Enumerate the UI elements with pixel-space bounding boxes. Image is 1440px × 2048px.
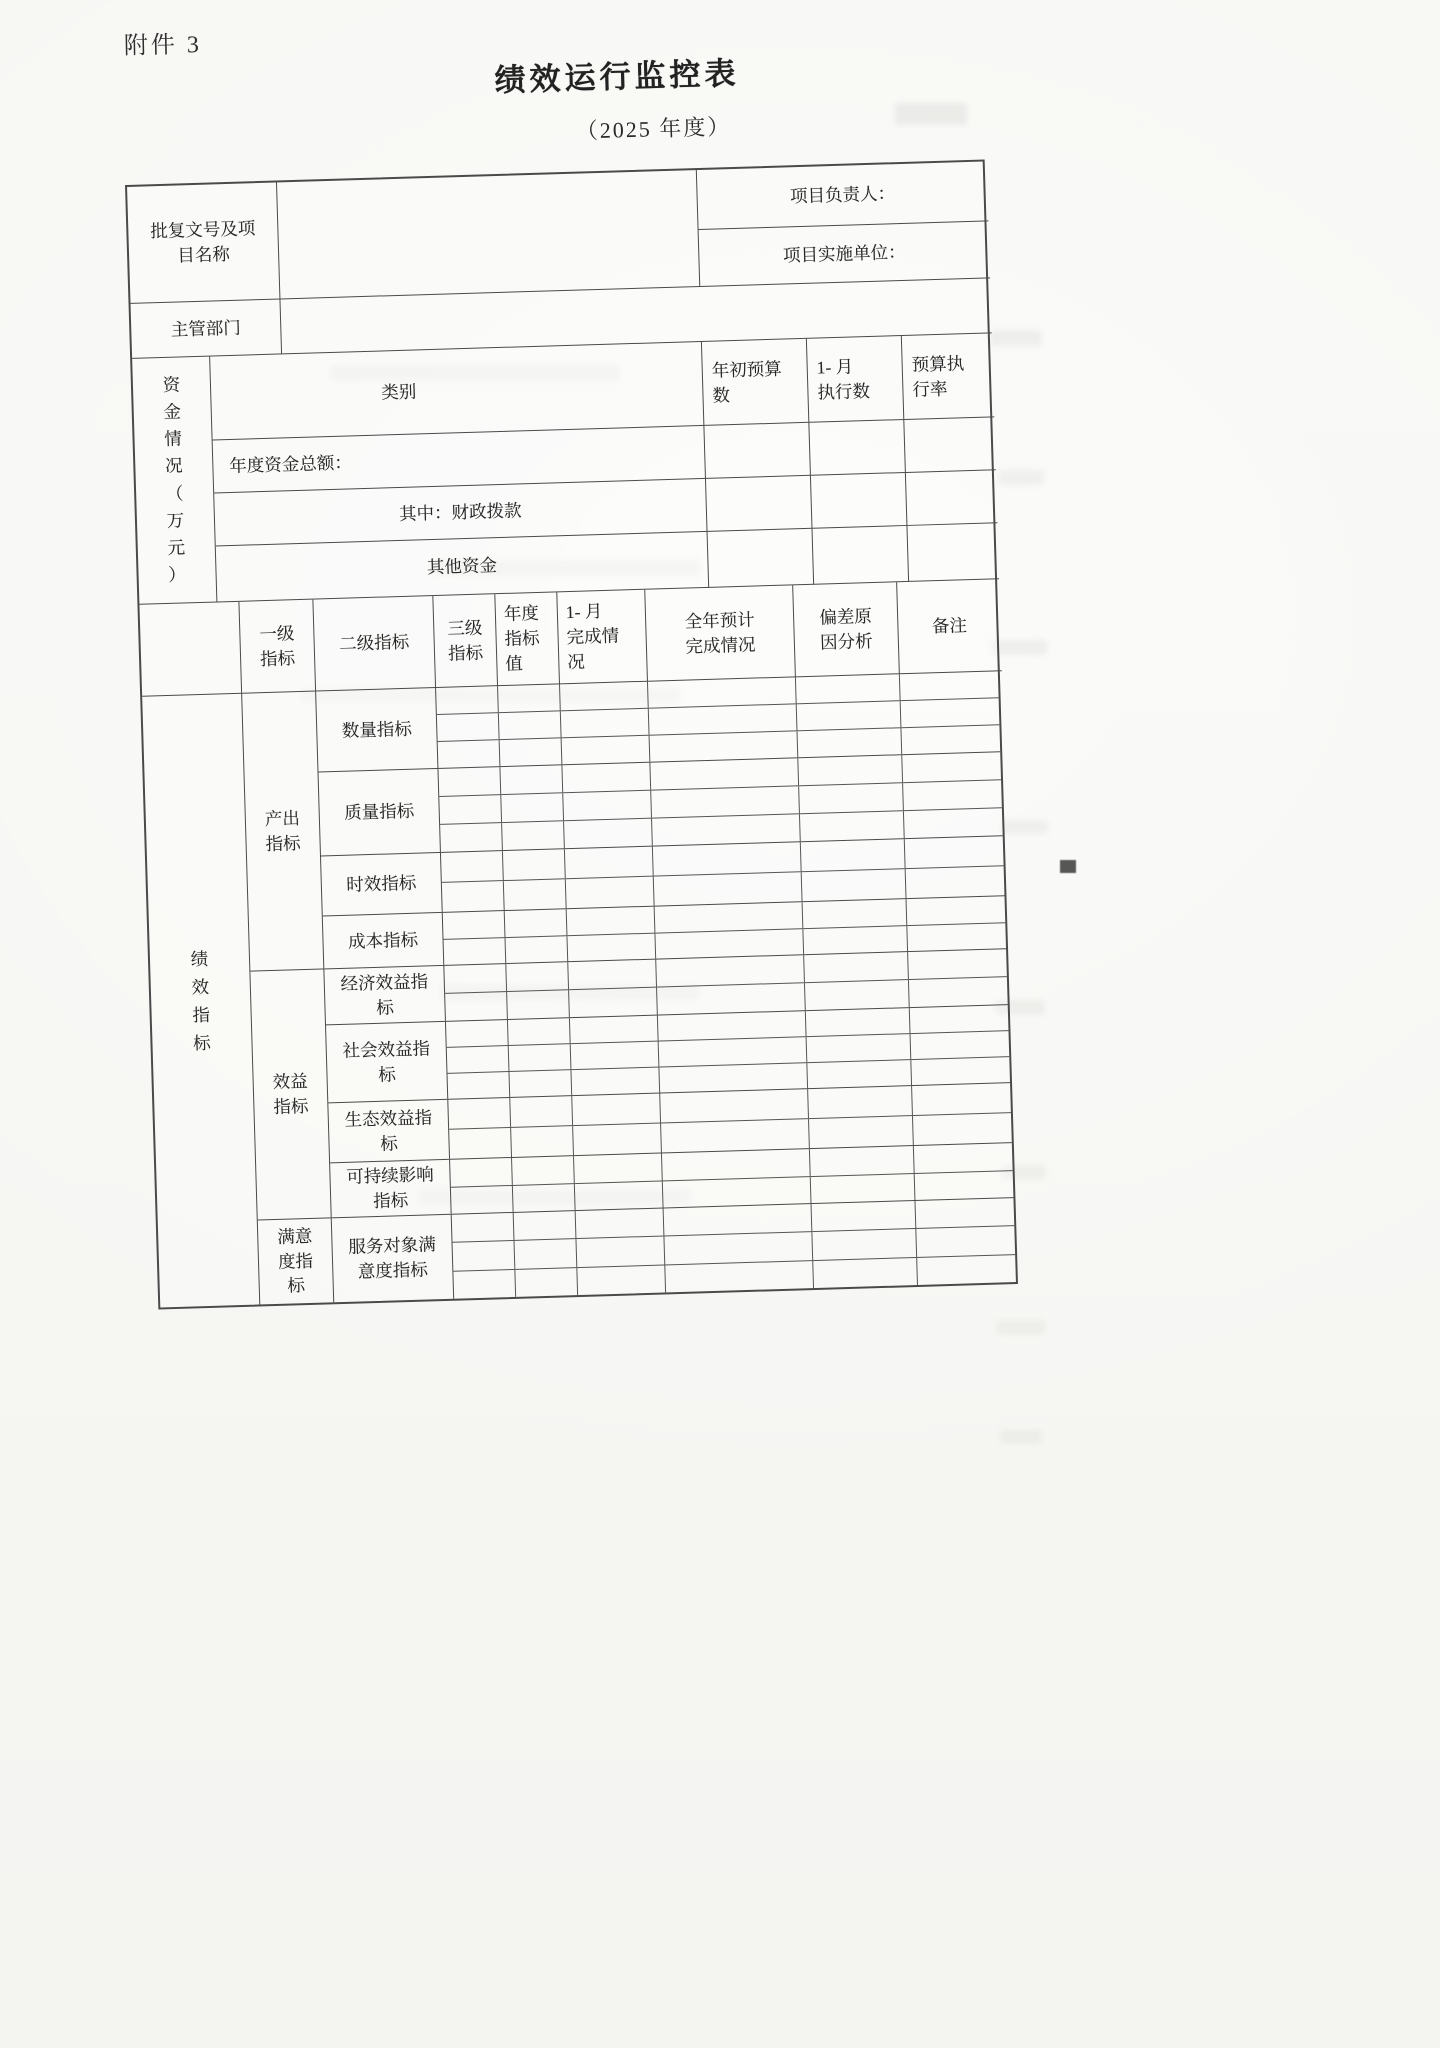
empty-cell [907, 896, 1006, 924]
empty-cell [515, 1239, 578, 1268]
empty-cell [444, 964, 507, 993]
empty-cell [804, 952, 909, 982]
empty-cell [515, 1268, 578, 1297]
level2-indicator-header: 二级指标 [313, 596, 436, 692]
fund-category-header-cell: 类别 [210, 342, 704, 441]
empty-cell [803, 899, 908, 928]
empty-cell [499, 711, 562, 739]
implementing-unit-label-cell: 项目实施单位： [699, 221, 991, 287]
empty-cell [438, 767, 501, 796]
indicator-body [142, 671, 1016, 1307]
empty-cell [503, 849, 566, 880]
empty-cell [446, 1020, 509, 1047]
empty-cell [571, 1042, 660, 1070]
empty-cell [904, 808, 1003, 838]
empty-cell [916, 1226, 1015, 1256]
empty-cell [655, 929, 804, 959]
category-label-cell: 成本指标 [323, 913, 444, 969]
empty-cell [577, 1265, 666, 1295]
empty-cell [444, 938, 507, 965]
category-label-cell: 生态效益指 标 [328, 1100, 450, 1163]
empty-cell [662, 1149, 811, 1180]
empty-cell [912, 1083, 1011, 1115]
info-section [127, 162, 988, 359]
empty-cell [572, 1094, 661, 1126]
empty-cell [575, 1181, 664, 1210]
empty-cell [514, 1211, 577, 1240]
empty-cell [658, 1011, 807, 1040]
empty-cell [449, 1128, 512, 1159]
empty-cell [448, 1072, 511, 1099]
empty-cell [445, 992, 508, 1021]
empty-cell [911, 1057, 1010, 1085]
empty-cell [562, 736, 651, 765]
empty-cell [567, 907, 656, 935]
approval-number-value-cell [277, 170, 700, 299]
category-label-cell: 社会效益指 标 [326, 1022, 448, 1103]
empty-cell [561, 709, 650, 738]
empty-cell [813, 1258, 918, 1288]
empty-cell [447, 1046, 510, 1073]
annual-forecast-header: 全年预计 完成情况 [645, 585, 796, 681]
empty-cell [576, 1208, 665, 1238]
benefit-indicator-group [250, 949, 1013, 1220]
empty-cell [443, 911, 506, 938]
group-label-cell: 产出 指标 [242, 692, 324, 971]
empty-cell [440, 823, 503, 852]
category-label-cell: 可持续影响 指标 [330, 1160, 452, 1218]
empty-cell [903, 780, 1002, 810]
empty-cell [910, 1005, 1009, 1033]
empty-cell [448, 1098, 511, 1129]
empty-cell [650, 758, 799, 789]
empty-cell [704, 423, 811, 479]
category-label-cell: 质量指标 [319, 769, 441, 856]
empty-cell [664, 1232, 813, 1264]
empty-cell [562, 763, 651, 793]
empty-cell [661, 1119, 810, 1152]
monitoring-form-table [125, 159, 1018, 1309]
empty-cell [811, 1174, 916, 1204]
empty-cell [798, 755, 903, 785]
empty-cell [805, 980, 910, 1010]
empty-cell [813, 526, 910, 585]
month-execution-header-cell: 1- 月 执行数 [807, 336, 904, 423]
empty-cell [660, 1089, 809, 1122]
empty-cell [902, 752, 1001, 782]
empty-cell [901, 725, 1000, 754]
empty-cell [809, 1116, 914, 1148]
empty-cell [502, 821, 565, 850]
empty-cell [663, 1177, 812, 1208]
empty-cell [911, 1031, 1010, 1059]
fund-section [132, 333, 995, 604]
empty-cell [509, 1044, 572, 1071]
output-indicator-group [242, 671, 1006, 971]
empty-cell [574, 1153, 663, 1182]
project-leader-label-cell: 项目负责人： [697, 161, 989, 230]
empty-cell [649, 704, 798, 734]
empty-cell [807, 1034, 912, 1062]
empty-cell [812, 1201, 917, 1231]
empty-cell [451, 1185, 514, 1213]
empty-cell [797, 701, 902, 730]
empty-cell [506, 962, 569, 991]
empty-cell [504, 879, 567, 910]
category-label-cell: 数量指标 [316, 688, 438, 772]
category-label-cell: 服务对象满 意度指标 [332, 1215, 454, 1303]
empty-cell [812, 1229, 917, 1259]
empty-cell [803, 926, 908, 955]
empty-cell [915, 1198, 1014, 1228]
empty-cell [802, 869, 907, 901]
empty-cell [512, 1156, 575, 1184]
initial-budget-header-cell: 年初预算 数 [702, 339, 809, 426]
empty-cell [505, 909, 568, 936]
empty-cell [564, 819, 653, 849]
remark-header: 备注 [897, 579, 1002, 674]
empty-cell [806, 1008, 911, 1036]
empty-cell [909, 977, 1008, 1007]
empty-cell [656, 955, 805, 986]
empty-cell [452, 1213, 515, 1242]
empty-cell [799, 783, 904, 813]
empty-cell [510, 1096, 573, 1127]
empty-cell [505, 936, 568, 963]
empty-cell [800, 811, 905, 841]
page-title: 绩效运行监控表 [494, 55, 740, 98]
empty-cell [501, 793, 564, 822]
empty-cell [809, 420, 906, 476]
annual-target-header: 年度 指标 值 [495, 592, 560, 686]
empty-cell [906, 470, 998, 526]
empty-cell [706, 476, 813, 532]
empty-cell [509, 1070, 572, 1097]
empty-cell [573, 1124, 662, 1156]
empty-cell [904, 417, 996, 473]
empty-cell [441, 851, 504, 882]
empty-cell [665, 1261, 814, 1293]
empty-cell [568, 960, 657, 990]
group-label-cell: 效益 指标 [250, 969, 331, 1219]
fund-side-label-cell: 资 金 情 况 （ 万 元 ） [132, 357, 217, 605]
monthly-completion-header: 1- 月 完成情 况 [557, 590, 648, 685]
empty-cell [913, 1113, 1012, 1145]
empty-cell [708, 529, 815, 588]
empty-cell [807, 1060, 912, 1088]
empty-corner-cell [139, 602, 242, 697]
empty-cell [450, 1158, 513, 1186]
empty-cell [571, 1068, 660, 1096]
empty-cell [576, 1237, 665, 1267]
group-label-cell: 满意 度指 标 [258, 1218, 334, 1304]
empty-cell [654, 872, 803, 905]
empty-cell [915, 1171, 1014, 1200]
empty-cell [567, 933, 656, 961]
level1-indicator-header: 一级 指标 [239, 600, 316, 694]
empty-cell [453, 1241, 516, 1270]
empty-cell [453, 1270, 516, 1299]
empty-cell [498, 684, 561, 712]
empty-cell [570, 1016, 659, 1044]
empty-cell [811, 473, 908, 529]
empty-cell [901, 698, 1000, 727]
category-label-cell: 时效指标 [321, 853, 443, 916]
empty-cell [652, 814, 801, 845]
fiscal-appropriation-label-cell: 其中：财政拨款 [214, 479, 707, 547]
empty-cell [500, 738, 563, 766]
empty-cell [648, 677, 797, 707]
empty-cell [914, 1143, 1013, 1172]
empty-cell [798, 728, 903, 757]
level3-indicator-header: 三级 指标 [433, 594, 498, 688]
empty-cell [659, 1063, 808, 1092]
empty-cell [560, 682, 649, 711]
empty-cell [906, 866, 1005, 898]
department-label-cell: 主管部门 [131, 299, 283, 358]
empty-cell [653, 842, 802, 875]
empty-cell [796, 674, 901, 703]
empty-cell [655, 902, 804, 932]
empty-cell [438, 740, 501, 768]
category-label-cell: 经济效益指 标 [324, 966, 446, 1025]
empty-cell [907, 523, 999, 582]
empty-cell [664, 1204, 813, 1236]
empty-cell [905, 836, 1004, 868]
approval-number-label-cell: 批复文号及项 目名称 [127, 182, 280, 303]
deviation-analysis-header: 偏差原 因分析 [793, 582, 900, 677]
empty-cell [439, 795, 502, 824]
empty-cell [801, 839, 906, 871]
empty-cell [507, 990, 570, 1019]
empty-cell [810, 1146, 915, 1176]
empty-cell [659, 1037, 808, 1066]
empty-cell [651, 786, 800, 817]
empty-cell [569, 988, 658, 1018]
empty-cell [511, 1126, 574, 1157]
attachment-label: 附件 3 [123, 32, 203, 60]
empty-cell [500, 765, 563, 794]
empty-cell [437, 713, 500, 741]
empty-cell [508, 1018, 571, 1045]
empty-cell [442, 881, 505, 912]
empty-cell [900, 671, 999, 700]
page-subtitle: （2025 年度） [575, 113, 732, 144]
performance-indicator-side-label: 绩 效 指 标 [142, 694, 260, 1308]
budget-rate-header-cell: 预算执 行率 [902, 333, 994, 420]
empty-cell [908, 949, 1007, 979]
empty-cell [563, 791, 652, 821]
other-funds-label-cell: 其他资金 [216, 532, 709, 603]
empty-cell [566, 877, 655, 909]
annual-fund-total-label-cell: 年度资金总额： [213, 426, 706, 494]
empty-cell [513, 1184, 576, 1212]
empty-cell [808, 1086, 913, 1118]
empty-cell [565, 847, 654, 879]
empty-cell [657, 983, 806, 1014]
empty-cell [650, 731, 799, 761]
empty-cell [917, 1255, 1016, 1285]
empty-cell [436, 686, 499, 714]
empty-cell [907, 923, 1006, 951]
